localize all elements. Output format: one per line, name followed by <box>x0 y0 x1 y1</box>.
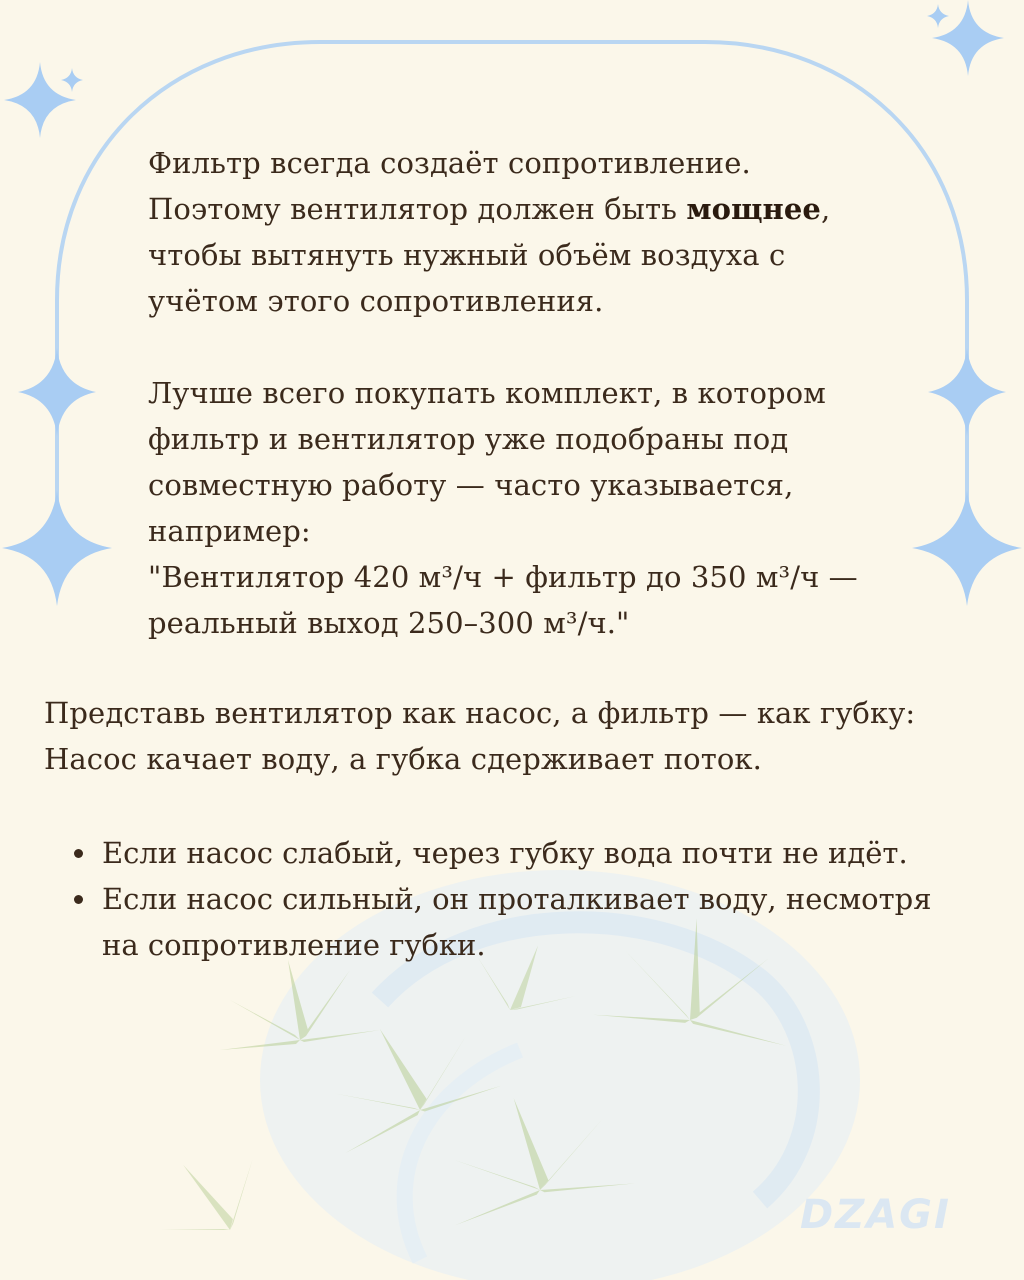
text-line: реальный выход 250–300 м³/ч." <box>148 606 630 640</box>
sparkle-icon <box>927 4 949 28</box>
list-item-text: Если насос сильный, он проталкивает воду, несмотря <box>102 882 932 916</box>
brand-logo: DZAGI <box>800 1192 951 1238</box>
text-line: чтобы вытянуть нужный объём воздуха с <box>148 238 786 272</box>
leaf-icon <box>138 1133 278 1260</box>
text-line: Насос качает воду, а губка сдерживает поток. <box>44 742 762 776</box>
text-line: Фильтр всегда создаёт сопротивление. <box>148 146 751 180</box>
text-line: Представь вентилятор как насос, а фильтр — как губку: <box>44 696 916 730</box>
emphasis-text: мощнее <box>686 192 821 226</box>
text-line: например: <box>148 514 311 548</box>
text-line: учётом этого сопротивления. <box>148 284 604 318</box>
sparkle-icon <box>912 490 1022 606</box>
paragraph-filter-resistance <box>148 140 908 324</box>
paragraph-pump-analogy <box>44 690 1004 782</box>
sparkle-icon <box>61 68 83 92</box>
sparkle-icon <box>2 490 112 606</box>
paragraph-kit-advice <box>148 370 908 646</box>
text-line: "Вентилятор 420 м³/ч + фильтр до 350 м³/ч — <box>148 560 858 594</box>
text-line: фильтр и вентилятор уже подобраны под <box>148 422 789 456</box>
list-item <box>70 876 990 968</box>
sparkle-icon <box>932 0 1004 76</box>
text-line: Лучше всего покупать комплект, в котором <box>148 376 826 410</box>
sparkle-icon <box>928 348 1006 436</box>
text-line: Поэтому вентилятор должен быть мощнее, <box>148 192 831 226</box>
bullet-list <box>70 830 990 968</box>
list-item-text: на сопротивление губки. <box>102 928 486 962</box>
list-item-text: Если насос слабый, через губку вода почти не идёт. <box>102 836 908 870</box>
sparkle-icon <box>4 62 76 138</box>
sparkle-icon <box>18 348 96 436</box>
text-line: совместную работу — часто указывается, <box>148 468 794 502</box>
list-item <box>70 830 990 876</box>
